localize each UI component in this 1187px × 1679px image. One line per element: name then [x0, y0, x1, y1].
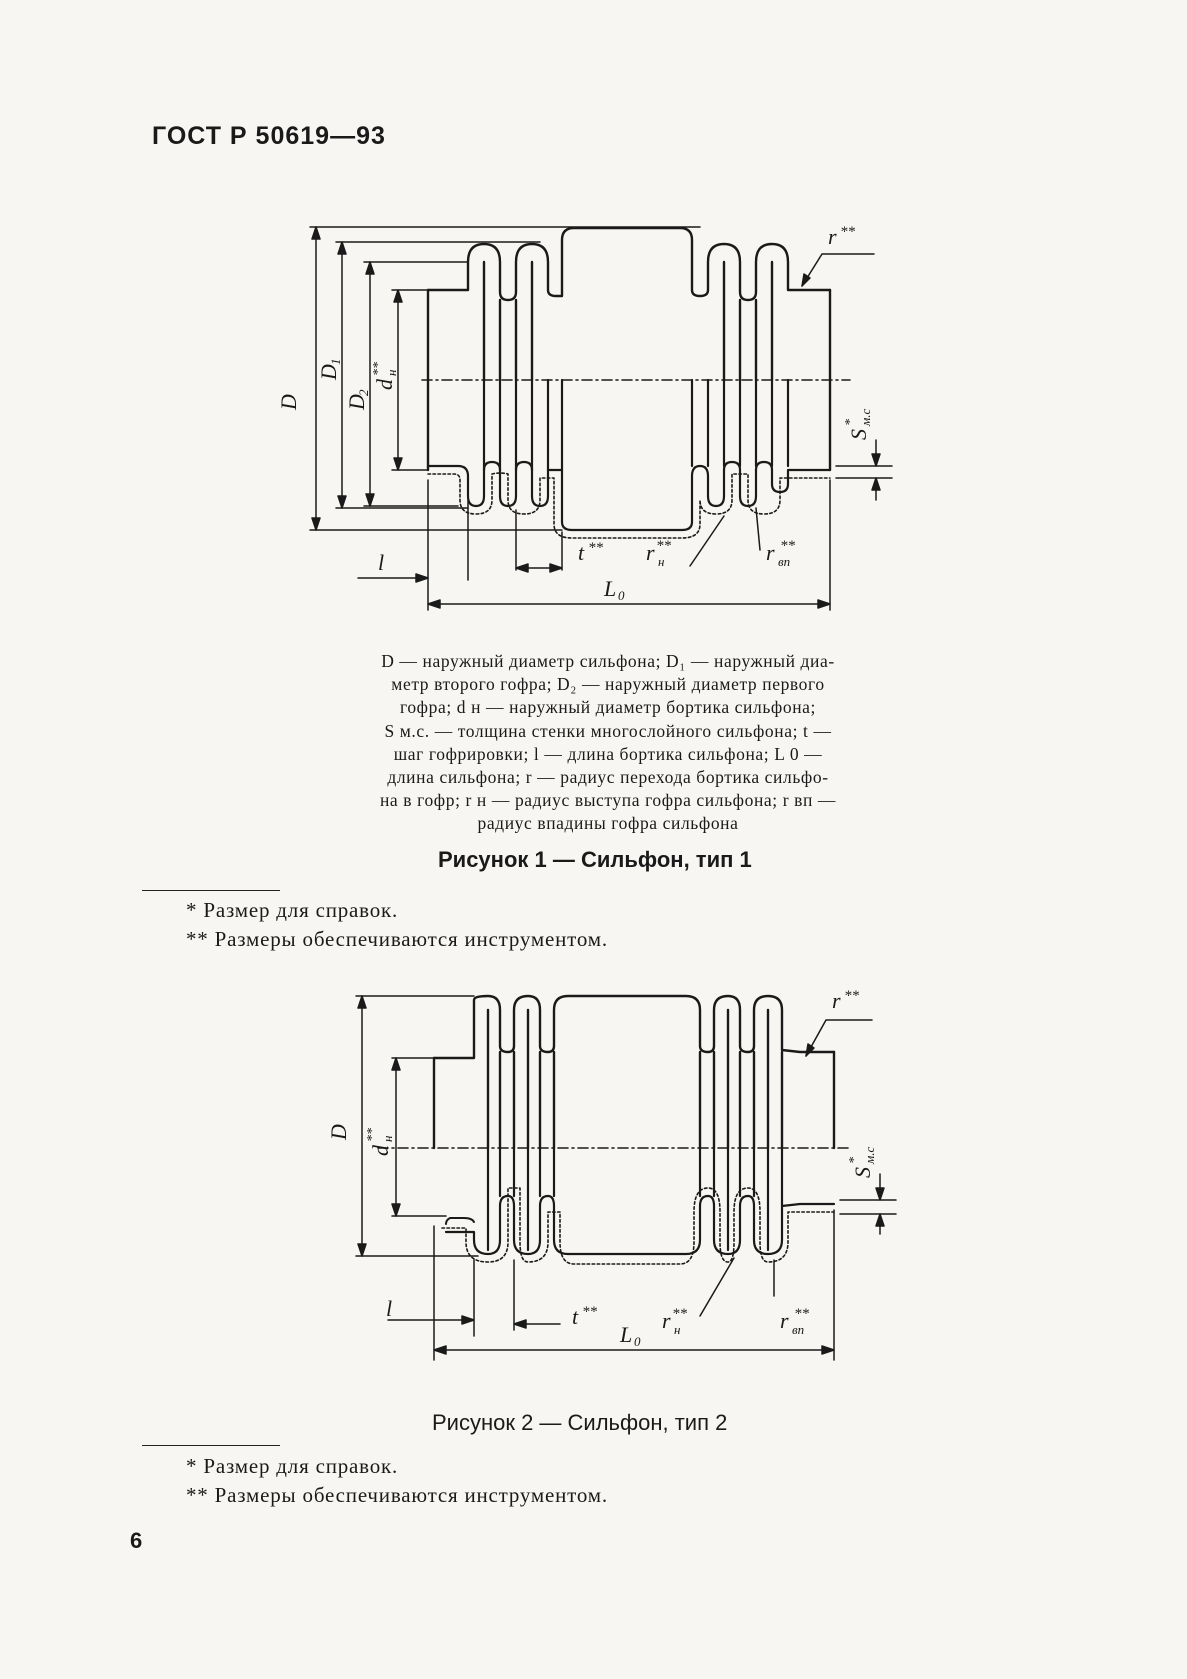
label-r: r — [828, 224, 837, 249]
label-D2: D — [344, 394, 369, 410]
legend-line: длина сильфона; r — радиус перехода бортика сильфо- — [387, 767, 829, 788]
label-rn: r — [646, 540, 655, 565]
legend-line: гофра; d н — наружный диаметр бортика сильфона; — [399, 697, 816, 718]
figure-1-legend — [322, 650, 894, 836]
label-rn-sub: н — [658, 554, 665, 569]
label-rvp-sup: ** — [794, 1306, 809, 1322]
label-rn-sup: ** — [672, 1306, 687, 1322]
label-L0-sub: 0 — [618, 588, 625, 603]
label-dn-sub: н — [380, 1135, 395, 1142]
legend-line: шаг гофрировки; l — длина бортика сильфона; L 0 — — [393, 743, 823, 764]
document-header: ГОСТ Р 50619—93 — [152, 122, 386, 150]
bellows-outline-top — [428, 228, 830, 470]
dimension-lines-fig2 — [356, 996, 896, 1360]
label-smc-sub: м.с — [858, 408, 873, 426]
figure-1-bellows-drawing — [0, 0, 1187, 640]
figure-2-labels — [326, 988, 877, 1349]
label-D2-sub: 2 — [356, 389, 371, 396]
label-D1: D — [316, 364, 341, 380]
legend-line: радиус впадины гофра сильфона — [477, 813, 739, 834]
label-smc: S — [846, 429, 871, 440]
label-rn-sub: н — [674, 1322, 681, 1337]
footnote-single-asterisk: * Размер для справок. — [186, 1454, 399, 1478]
label-rvp-sup: ** — [780, 538, 795, 554]
label-r: r — [832, 988, 841, 1013]
label-D: D — [326, 1124, 351, 1140]
label-smc: S — [850, 1167, 875, 1178]
label-dn: d — [372, 379, 397, 390]
label-r-sup: ** — [840, 224, 855, 240]
footnote-double-asterisk: ** Размеры обеспечиваются инструментом. — [186, 927, 608, 951]
legend-line: D — наружный диаметр сильфона; D₁ — наружный диа- — [381, 651, 835, 671]
legend-line: метр второго гофра; D₂ — наружный диаметр первого — [391, 674, 825, 695]
figure-1-labels — [276, 224, 873, 603]
label-D: D — [276, 394, 301, 410]
label-rvp-sub: вп — [778, 554, 791, 569]
label-L0-sub: 0 — [634, 1334, 641, 1349]
label-t-sup: ** — [582, 1304, 597, 1320]
page-number: 6 — [130, 1528, 143, 1553]
bellows-section-bottom-fig2 — [442, 1148, 834, 1264]
label-t: t — [572, 1304, 579, 1329]
label-l: l — [386, 1296, 393, 1321]
figure-2-bellows-drawing — [0, 960, 1187, 1420]
label-dn-sub: н — [384, 369, 399, 376]
label-smc-sup: * — [843, 419, 858, 426]
label-rn-sup: ** — [656, 538, 671, 554]
label-rvp: r — [780, 1308, 789, 1333]
legend-line: S м.с. — толщина стенки многослойного сильфона; t — — [384, 720, 832, 741]
label-rn: r — [662, 1308, 671, 1333]
label-L0: L — [604, 576, 617, 601]
legend-line: на в гофр; r н — радиус выступа гофра сильфона; r вп — — [379, 790, 837, 811]
label-dn-sup: ** — [365, 1128, 380, 1142]
label-l: l — [378, 550, 385, 575]
label-smc-sub: м.с — [862, 1146, 877, 1164]
label-dn: d — [368, 1145, 393, 1156]
figure-1-caption: Рисунок 1 — Сильфон, тип 1 — [438, 847, 752, 872]
footnote-double-asterisk: ** Размеры обеспечиваются инструментом. — [186, 1483, 608, 1507]
footnote-single-asterisk: * Размер для справок. — [186, 898, 399, 922]
bellows-section-bottom — [428, 380, 830, 538]
bellows-outline-top-fig2 — [434, 996, 834, 1148]
label-smc-sup: * — [847, 1157, 862, 1164]
label-rvp: r — [766, 540, 775, 565]
label-L0: L — [620, 1322, 633, 1347]
label-dn-sup: ** — [371, 362, 386, 376]
label-r-sup: ** — [844, 988, 859, 1004]
footnote-divider — [142, 890, 280, 891]
footnote-divider — [142, 1445, 280, 1446]
label-rvp-sub: вп — [792, 1322, 805, 1337]
label-D1-sub: 1 — [328, 358, 343, 365]
figure-2-caption: Рисунок 2 — Сильфон, тип 2 — [432, 1410, 728, 1435]
label-t: t — [578, 540, 585, 565]
label-t-sup: ** — [588, 540, 603, 556]
